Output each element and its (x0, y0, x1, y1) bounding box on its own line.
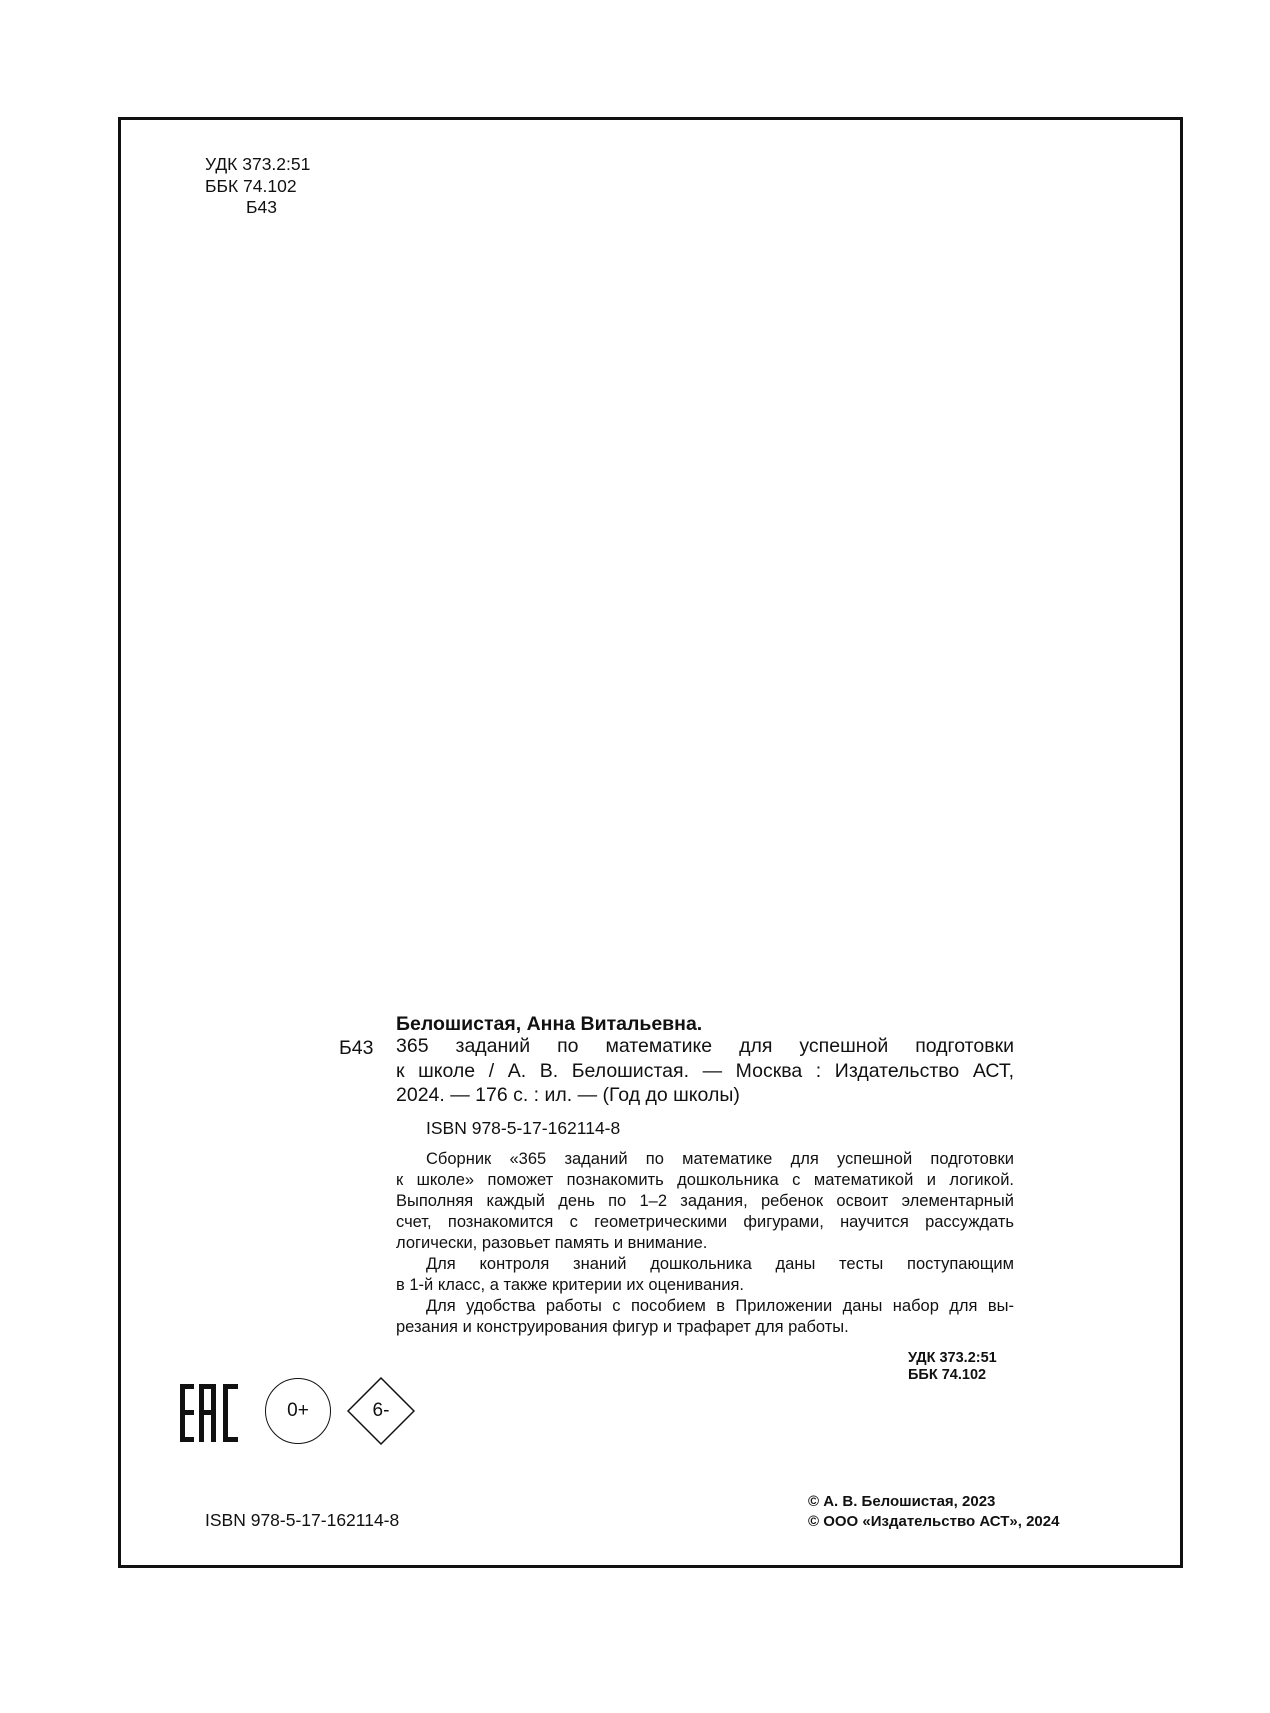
annotation-line: резания и конструирования фигур и трафарет для работы. (396, 1318, 849, 1336)
copyright-publisher: © ООО «Издательство АСТ», 2024 (808, 1512, 1060, 1530)
catalog-isbn: ISBN 978-5-17-162114-8 (426, 1118, 621, 1138)
catalog-description (396, 1034, 1014, 1108)
annotation-line: в 1-й класс, а также критерии их оценивания. (396, 1276, 744, 1294)
copyright-author: © А. В. Белошистая, 2023 (808, 1493, 996, 1510)
codes-small (908, 1350, 997, 1384)
bbk-code-small: ББК 74.102 (908, 1367, 987, 1383)
age-recommendation-label: 6- (372, 1400, 390, 1421)
description-line: к школе / А. В. Белошистая. — Москва : Издательство АСТ, (396, 1059, 1014, 1082)
annotation-line: логически, разовьет память и внимание. (396, 1234, 708, 1252)
isbn-bottom: ISBN 978-5-17-162114-8 (205, 1510, 400, 1530)
annotation (396, 1149, 1014, 1338)
copyright-block (808, 1492, 1059, 1531)
annotation-line: Для удобства работы с пособием в Приложении даны набор для вы- (426, 1297, 1014, 1315)
eac-icon (180, 1384, 241, 1442)
annotation-line: Для контроля знаний дошкольника даны тесты поступающим (426, 1255, 1014, 1273)
bbk-code: ББК 74.102 (205, 175, 297, 196)
udk-code: УДК 373.2:51 (205, 154, 311, 174)
description-line: 365 заданий по математике для успешной подготовки (396, 1035, 1014, 1057)
age-recommendation-badge (347, 1377, 415, 1445)
page-border (118, 117, 1183, 1568)
udk-code-small: УДК 373.2:51 (908, 1350, 997, 1366)
annotation-line: Выполняя каждый день по 1–2 задания, ребенок освоит элементарный (396, 1192, 1014, 1210)
cutter-code: Б43 (246, 197, 277, 217)
annotation-line: счет, познакомится с геометрическими фигурами, научится рассуждать (396, 1213, 1014, 1231)
annotation-line: Сборник «365 заданий по математике для успешной подготовки (426, 1150, 1014, 1168)
annotation-line: к школе» поможет познакомить дошкольника с математикой и логикой. (396, 1171, 1014, 1189)
catalog-cutter: Б43 (339, 1037, 374, 1059)
catalog-author: Белошистая, Анна Витальевна. (396, 1013, 703, 1035)
age-rating-label: 0+ (287, 1400, 309, 1421)
description-line: 2024. — 176 с. : ил. — (Год до школы) (396, 1084, 740, 1106)
classification-block (205, 154, 310, 219)
age-rating-badge (265, 1378, 331, 1444)
